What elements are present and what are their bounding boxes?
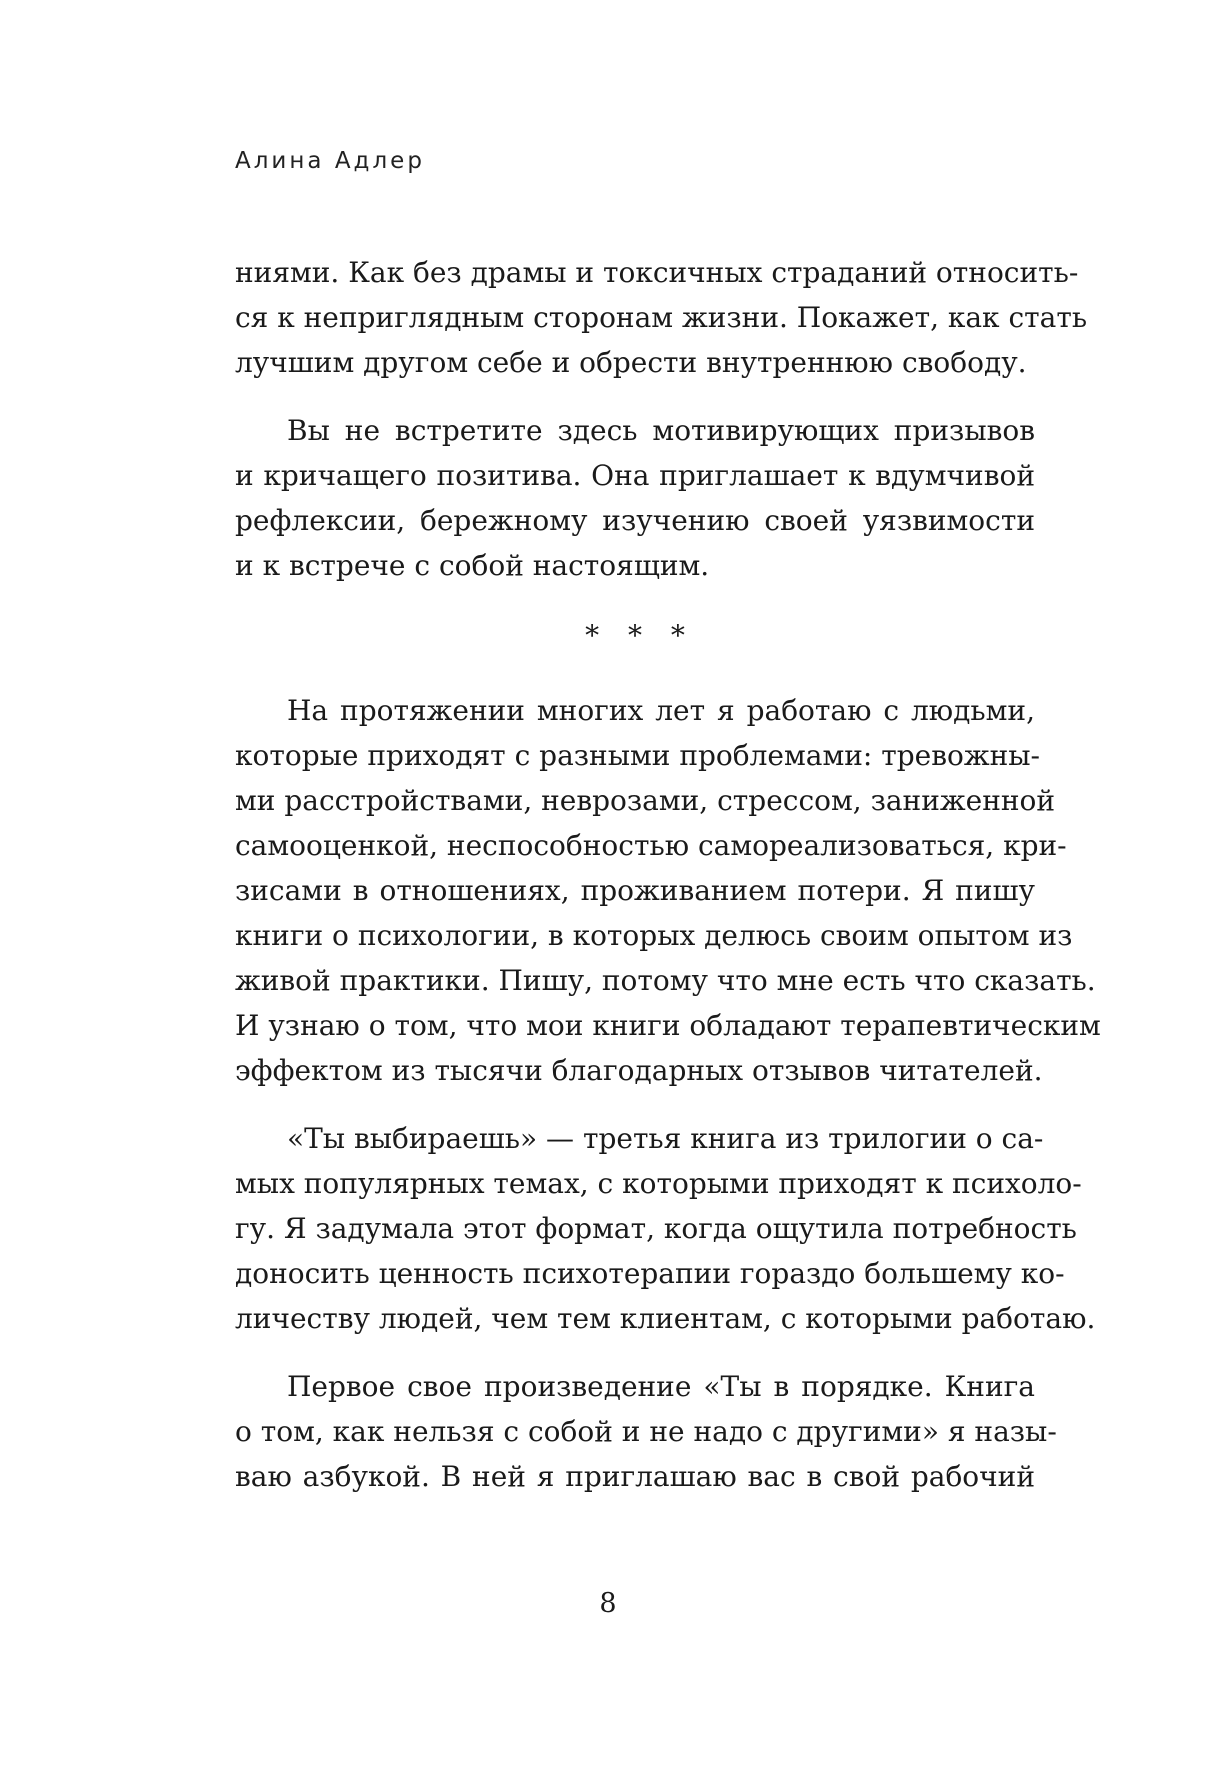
paragraph <box>235 1116 1096 1341</box>
running-head-author: Алина Адлер <box>235 148 425 174</box>
text-line: лучшим другом себе и обрести внутреннюю свободу. <box>235 346 1027 379</box>
section-separator: * * * <box>585 619 695 652</box>
text-line: зисами в отношениях, проживанием потери. Я пишу <box>235 874 1035 907</box>
paragraph <box>235 1364 1057 1499</box>
text-line: Вы не встретите здесь мотивирующих призывов <box>287 414 1035 447</box>
text-line: рефлексии, бережному изучению своей уязвимости <box>235 504 1035 537</box>
text-line: самооценкой, неспособностью самореализоваться, кри- <box>235 829 1067 862</box>
body-text <box>235 250 1101 1499</box>
text-line: ваю азбукой. В ней я приглашаю вас в свой рабочий <box>235 1460 1035 1493</box>
text-line: личеству людей, чем тем клиентам, с которыми работаю. <box>235 1302 1096 1335</box>
page-number: 8 <box>599 1588 617 1619</box>
paragraph <box>235 688 1101 1093</box>
paragraph-gap <box>235 385 1035 408</box>
text-line: книги о психологии, в которых делюсь своим опытом из <box>235 919 1073 952</box>
text-line: доносить ценность психотерапии гораздо большему ко- <box>235 1257 1065 1290</box>
text-line: и кричащего позитива. Она приглашает к вдумчивой <box>235 459 1035 492</box>
text-line: живой практики. Пишу, потому что мне есть что сказать. <box>235 964 1096 997</box>
text-line: ми расстройствами, неврозами, стрессом, заниженной <box>235 784 1056 817</box>
text-line: И узнаю о том, что мои книги обладают терапевтическим <box>235 1009 1101 1042</box>
text-line: ся к неприглядным сторонам жизни. Покажет, как стать <box>235 301 1088 334</box>
text-line: Первое свое произведение «Ты в порядке. Книга <box>287 1370 1035 1403</box>
text-line: мых популярных темах, с которыми приходят к психоло- <box>235 1167 1082 1200</box>
text-line: ниями. Как без драмы и токсичных страданий относить- <box>235 256 1079 289</box>
text-line: которые приходят с разными проблемами: тревожны- <box>235 739 1041 772</box>
text-line: На протяжении многих лет я работаю с людьми, <box>287 694 1035 727</box>
paragraph-gap <box>235 1093 1035 1116</box>
text-line: и к встрече с собой настоящим. <box>235 549 710 582</box>
paragraph <box>235 408 1035 588</box>
paragraphs-after-separator <box>235 688 1101 1499</box>
paragraphs-before-separator <box>235 250 1088 588</box>
text-line: гу. Я задумала этот формат, когда ощутила потребность <box>235 1212 1077 1245</box>
paragraph-gap <box>235 1341 1035 1364</box>
paragraph <box>235 250 1088 385</box>
text-line: «Ты выбираешь» — третья книга из трилогии о са- <box>287 1122 1044 1155</box>
text-line: о том, как нельзя с собой и не надо с другими» я назы- <box>235 1415 1057 1448</box>
text-line: эффектом из тысячи благодарных отзывов читателей. <box>235 1054 1043 1087</box>
